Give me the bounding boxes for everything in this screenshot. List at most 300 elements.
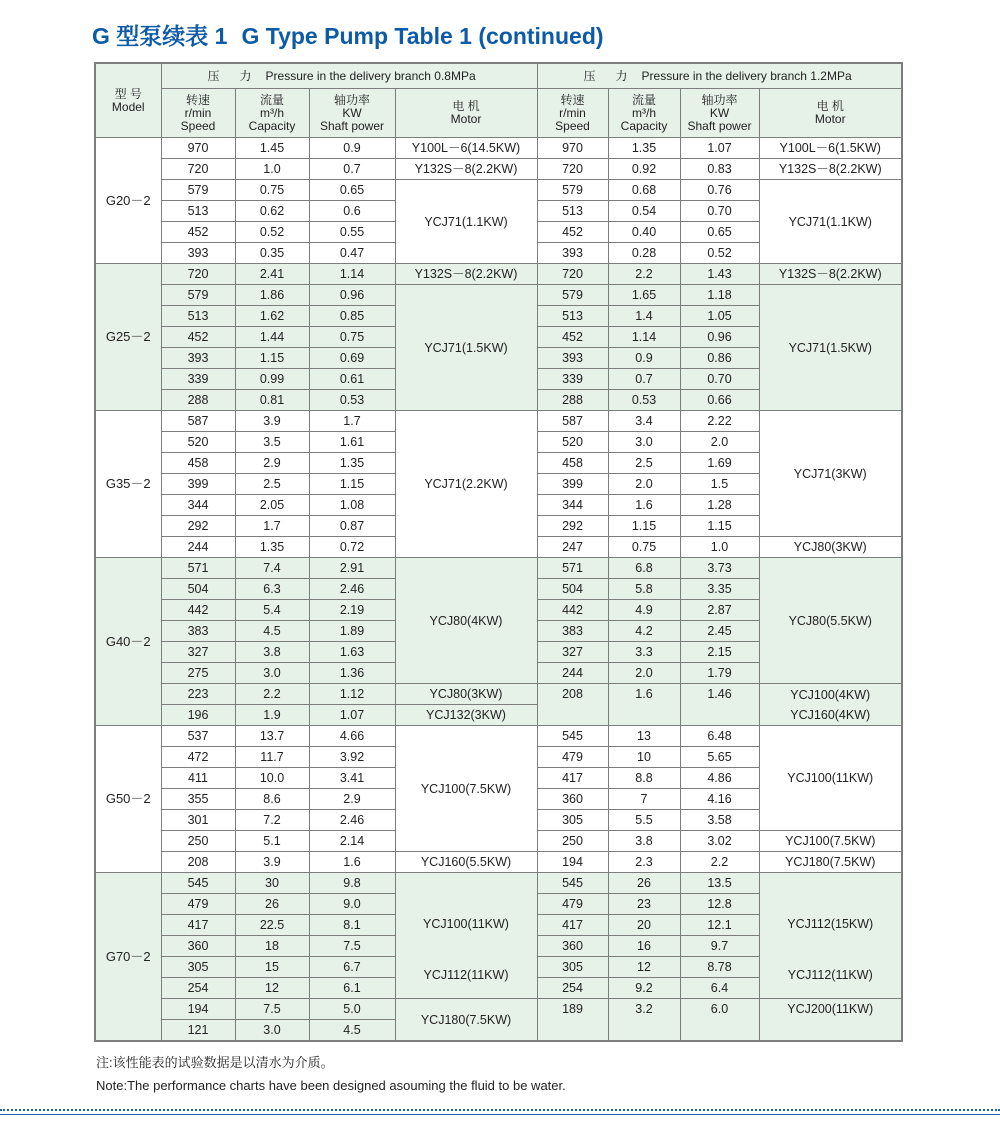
capacity-cell: 3.0 bbox=[235, 663, 309, 684]
speed-cell: 399 bbox=[537, 474, 608, 495]
motor-line: YCJ112(11KW) bbox=[423, 967, 509, 982]
motor-cell: YCJ200(11KW) bbox=[759, 999, 902, 1042]
power-cell: 2.22 bbox=[680, 411, 759, 432]
capacity-cell: 1.35 bbox=[608, 138, 680, 159]
speed-cell: 208 bbox=[161, 852, 235, 873]
power-cell: 0.65 bbox=[309, 180, 395, 201]
header-motor: 电 机 Motor bbox=[759, 89, 902, 138]
speed-cell: 513 bbox=[161, 201, 235, 222]
capacity-cell: 0.92 bbox=[608, 159, 680, 180]
speed-cell: 720 bbox=[161, 264, 235, 285]
header-shaft-power: 轴功率 KW Shaft power bbox=[680, 89, 759, 138]
capacity-cell: 2.0 bbox=[608, 663, 680, 684]
speed-cell: 360 bbox=[537, 789, 608, 810]
speed-cell: 292 bbox=[537, 516, 608, 537]
capacity-cell: 3.5 bbox=[235, 432, 309, 453]
speed-cell: 393 bbox=[161, 243, 235, 264]
speed-cell: 292 bbox=[161, 516, 235, 537]
speed-cell: 194 bbox=[537, 852, 608, 873]
power-cell: 1.18 bbox=[680, 285, 759, 306]
power-cell: 13.5 bbox=[680, 873, 759, 894]
speed-cell: 344 bbox=[537, 495, 608, 516]
speed-cell: 513 bbox=[537, 306, 608, 327]
power-cell: 3.73 bbox=[680, 558, 759, 579]
motor-cell: YCJ132(3KW) bbox=[395, 705, 537, 726]
speed-cell: 545 bbox=[161, 873, 235, 894]
speed-cell: 305 bbox=[161, 957, 235, 978]
motor-cell: YCJ100(7.5KW) bbox=[759, 831, 902, 852]
table-row bbox=[95, 285, 902, 306]
power-cell: 0.61 bbox=[309, 369, 395, 390]
speed-cell: 301 bbox=[161, 810, 235, 831]
capacity-cell: 22.5 bbox=[235, 915, 309, 936]
power-cell: 1.07 bbox=[309, 705, 395, 726]
model-cell: G20－2 bbox=[95, 138, 161, 264]
group-g35-2 bbox=[95, 411, 902, 558]
capacity-cell: 26 bbox=[235, 894, 309, 915]
capacity-cell: 3.3 bbox=[608, 642, 680, 663]
note-chinese: 注:该性能表的试验数据是以清水为介质。 bbox=[96, 1055, 334, 1070]
capacity-cell: 1.62 bbox=[235, 306, 309, 327]
speed-cell: 417 bbox=[161, 915, 235, 936]
speed-cell: 417 bbox=[537, 768, 608, 789]
capacity-cell: 1.7 bbox=[235, 516, 309, 537]
power-cell: 1.08 bbox=[309, 495, 395, 516]
power-cell: 2.46 bbox=[309, 579, 395, 600]
group-g70-2 bbox=[95, 873, 902, 1042]
motor-cell bbox=[759, 873, 902, 999]
power-cell: 6.4 bbox=[680, 978, 759, 999]
power-cell: 0.9 bbox=[309, 138, 395, 159]
model-cell: G35－2 bbox=[95, 411, 161, 558]
table-row bbox=[95, 159, 902, 180]
speed-cell: 327 bbox=[161, 642, 235, 663]
motor-cell: YCJ100(11KW) bbox=[759, 726, 902, 831]
speed-cell: 339 bbox=[161, 369, 235, 390]
motor-cell: YCJ160(5.5KW) bbox=[395, 852, 537, 873]
table-row bbox=[95, 264, 902, 285]
pump-performance-table bbox=[94, 62, 903, 1042]
capacity-cell: 2.5 bbox=[608, 453, 680, 474]
speed-cell: 452 bbox=[537, 327, 608, 348]
motor-cell: YCJ71(2.2KW) bbox=[395, 411, 537, 558]
capacity-cell: 16 bbox=[608, 936, 680, 957]
motor-cell: YCJ100(7.5KW) bbox=[395, 726, 537, 852]
table-row bbox=[95, 138, 902, 159]
power-cell: 1.6 bbox=[309, 852, 395, 873]
capacity-cell: 0.35 bbox=[235, 243, 309, 264]
capacity-cell: 1.35 bbox=[235, 537, 309, 558]
capacity-cell: 7.5 bbox=[235, 999, 309, 1020]
speed-cell: 452 bbox=[161, 222, 235, 243]
capacity-cell: 5.1 bbox=[235, 831, 309, 852]
capacity-cell: 8.8 bbox=[608, 768, 680, 789]
model-cell: G40－2 bbox=[95, 558, 161, 726]
motor-cell: Y100L－6(1.5KW) bbox=[759, 138, 902, 159]
motor-cell: YCJ180(7.5KW) bbox=[759, 852, 902, 873]
speed-cell: 250 bbox=[161, 831, 235, 852]
speed-cell: 121 bbox=[161, 1020, 235, 1042]
power-cell: 0.53 bbox=[309, 390, 395, 411]
speed-cell: 579 bbox=[537, 180, 608, 201]
power-cell: 0.65 bbox=[680, 222, 759, 243]
power-cell: 0.6 bbox=[309, 201, 395, 222]
power-cell: 1.46 bbox=[680, 684, 759, 726]
capacity-cell: 0.52 bbox=[235, 222, 309, 243]
capacity-cell: 2.05 bbox=[235, 495, 309, 516]
speed-cell: 223 bbox=[161, 684, 235, 705]
header-pressure-08: 压 力 Pressure in the delivery branch 0.8MPa bbox=[161, 63, 537, 89]
power-cell: 1.35 bbox=[309, 453, 395, 474]
capacity-cell: 2.0 bbox=[608, 474, 680, 495]
power-cell: 2.14 bbox=[309, 831, 395, 852]
capacity-cell: 13 bbox=[608, 726, 680, 747]
capacity-cell: 2.41 bbox=[235, 264, 309, 285]
power-cell: 0.7 bbox=[309, 159, 395, 180]
speed-cell: 393 bbox=[161, 348, 235, 369]
capacity-cell: 10 bbox=[608, 747, 680, 768]
capacity-cell: 10.0 bbox=[235, 768, 309, 789]
power-cell: 2.9 bbox=[309, 789, 395, 810]
capacity-cell: 0.54 bbox=[608, 201, 680, 222]
motor-cell: YCJ71(1.1KW) bbox=[395, 180, 537, 264]
power-cell: 7.5 bbox=[309, 936, 395, 957]
speed-cell: 288 bbox=[537, 390, 608, 411]
capacity-cell: 0.62 bbox=[235, 201, 309, 222]
header-pressure-12: 压 力 Pressure in the delivery branch 1.2MPa bbox=[537, 63, 902, 89]
capacity-cell: 0.75 bbox=[608, 537, 680, 558]
capacity-cell: 4.9 bbox=[608, 600, 680, 621]
power-cell: 9.0 bbox=[309, 894, 395, 915]
power-cell: 0.70 bbox=[680, 369, 759, 390]
speed-cell: 360 bbox=[537, 936, 608, 957]
table-row bbox=[95, 180, 902, 201]
capacity-cell: 3.4 bbox=[608, 411, 680, 432]
capacity-cell: 20 bbox=[608, 915, 680, 936]
power-cell: 9.8 bbox=[309, 873, 395, 894]
motor-cell: YCJ71(1.1KW) bbox=[759, 180, 902, 264]
power-cell: 1.5 bbox=[680, 474, 759, 495]
speed-cell: 355 bbox=[161, 789, 235, 810]
power-cell: 0.66 bbox=[680, 390, 759, 411]
power-cell: 6.7 bbox=[309, 957, 395, 978]
speed-cell: 452 bbox=[161, 327, 235, 348]
speed-cell: 579 bbox=[537, 285, 608, 306]
capacity-cell: 9.2 bbox=[608, 978, 680, 999]
capacity-cell: 1.6 bbox=[608, 684, 680, 726]
capacity-cell: 15 bbox=[235, 957, 309, 978]
power-cell: 0.55 bbox=[309, 222, 395, 243]
speed-cell: 288 bbox=[161, 390, 235, 411]
power-cell: 0.85 bbox=[309, 306, 395, 327]
speed-cell: 360 bbox=[161, 936, 235, 957]
header-speed: 转速 r/min Speed bbox=[537, 89, 608, 138]
motor-cell: YCJ180(7.5KW) bbox=[395, 999, 537, 1042]
power-cell: 4.16 bbox=[680, 789, 759, 810]
speed-cell: 383 bbox=[161, 621, 235, 642]
speed-cell: 417 bbox=[537, 915, 608, 936]
capacity-cell: 3.8 bbox=[608, 831, 680, 852]
capacity-cell: 30 bbox=[235, 873, 309, 894]
speed-cell: 479 bbox=[537, 894, 608, 915]
power-cell: 0.96 bbox=[309, 285, 395, 306]
speed-cell: 587 bbox=[537, 411, 608, 432]
speed-cell: 393 bbox=[537, 243, 608, 264]
speed-cell: 327 bbox=[537, 642, 608, 663]
capacity-cell: 3.9 bbox=[235, 411, 309, 432]
power-cell: 1.69 bbox=[680, 453, 759, 474]
power-cell: 6.0 bbox=[680, 999, 759, 1042]
motor-cell: YCJ80(3KW) bbox=[395, 684, 537, 705]
capacity-cell: 3.0 bbox=[608, 432, 680, 453]
power-cell: 0.72 bbox=[309, 537, 395, 558]
speed-cell: 208 bbox=[537, 684, 608, 726]
capacity-cell: 0.75 bbox=[235, 180, 309, 201]
motor-cell: YCJ71(1.5KW) bbox=[759, 285, 902, 411]
power-cell: 0.86 bbox=[680, 348, 759, 369]
speed-cell: 472 bbox=[161, 747, 235, 768]
capacity-cell: 12 bbox=[235, 978, 309, 999]
speed-cell: 194 bbox=[161, 999, 235, 1020]
capacity-cell: 23 bbox=[608, 894, 680, 915]
capacity-cell: 4.5 bbox=[235, 621, 309, 642]
capacity-cell: 7.4 bbox=[235, 558, 309, 579]
header-capacity: 流量 m³/h Capacity bbox=[608, 89, 680, 138]
capacity-cell: 1.65 bbox=[608, 285, 680, 306]
model-cell: G50－2 bbox=[95, 726, 161, 873]
capacity-cell: 2.2 bbox=[608, 264, 680, 285]
power-cell: 3.92 bbox=[309, 747, 395, 768]
speed-cell: 244 bbox=[161, 537, 235, 558]
capacity-cell: 1.9 bbox=[235, 705, 309, 726]
speed-cell: 537 bbox=[161, 726, 235, 747]
capacity-cell: 7 bbox=[608, 789, 680, 810]
power-cell: 2.19 bbox=[309, 600, 395, 621]
power-cell: 0.69 bbox=[309, 348, 395, 369]
capacity-cell: 3.2 bbox=[608, 999, 680, 1042]
capacity-cell: 6.3 bbox=[235, 579, 309, 600]
power-cell: 9.7 bbox=[680, 936, 759, 957]
capacity-cell: 1.45 bbox=[235, 138, 309, 159]
speed-cell: 399 bbox=[161, 474, 235, 495]
capacity-cell: 5.5 bbox=[608, 810, 680, 831]
capacity-cell: 0.7 bbox=[608, 369, 680, 390]
power-cell: 12.1 bbox=[680, 915, 759, 936]
motor-cell: Y132S－8(2.2KW) bbox=[395, 159, 537, 180]
table-row bbox=[95, 999, 902, 1020]
group-g20-2 bbox=[95, 138, 902, 264]
header-shaft-power: 轴功率 KW Shaft power bbox=[309, 89, 395, 138]
power-cell: 1.43 bbox=[680, 264, 759, 285]
speed-cell: 305 bbox=[537, 810, 608, 831]
speed-cell: 720 bbox=[537, 264, 608, 285]
power-cell: 4.86 bbox=[680, 768, 759, 789]
speed-cell: 383 bbox=[537, 621, 608, 642]
speed-cell: 479 bbox=[537, 747, 608, 768]
capacity-cell: 8.6 bbox=[235, 789, 309, 810]
header-capacity: 流量 m³/h Capacity bbox=[235, 89, 309, 138]
header-speed: 转速 r/min Speed bbox=[161, 89, 235, 138]
speed-cell: 571 bbox=[161, 558, 235, 579]
motor-cell: YCJ71(1.5KW) bbox=[395, 285, 537, 411]
speed-cell: 720 bbox=[537, 159, 608, 180]
footer-divider bbox=[0, 1109, 1000, 1115]
motor-cell: Y132S－8(2.2KW) bbox=[395, 264, 537, 285]
power-cell: 1.0 bbox=[680, 537, 759, 558]
capacity-cell: 4.2 bbox=[608, 621, 680, 642]
speed-cell: 587 bbox=[161, 411, 235, 432]
motor-line: YCJ100(4KW) bbox=[790, 687, 871, 702]
capacity-cell: 12 bbox=[608, 957, 680, 978]
speed-cell: 196 bbox=[161, 705, 235, 726]
power-cell: 0.47 bbox=[309, 243, 395, 264]
power-cell: 6.1 bbox=[309, 978, 395, 999]
power-cell: 1.63 bbox=[309, 642, 395, 663]
speed-cell: 393 bbox=[537, 348, 608, 369]
motor-cell bbox=[395, 873, 537, 999]
motor-cell: YCJ80(5.5KW) bbox=[759, 558, 902, 684]
capacity-cell: 0.28 bbox=[608, 243, 680, 264]
power-cell: 0.76 bbox=[680, 180, 759, 201]
speed-cell: 479 bbox=[161, 894, 235, 915]
power-cell: 4.5 bbox=[309, 1020, 395, 1042]
header-row-columns bbox=[95, 89, 902, 138]
capacity-cell: 3.9 bbox=[235, 852, 309, 873]
capacity-cell: 1.15 bbox=[235, 348, 309, 369]
motor-line: YCJ100(11KW) bbox=[423, 916, 509, 931]
capacity-cell: 2.3 bbox=[608, 852, 680, 873]
speed-cell: 458 bbox=[537, 453, 608, 474]
speed-cell: 504 bbox=[161, 579, 235, 600]
motor-line: YCJ112(11KW) bbox=[787, 967, 873, 982]
capacity-cell: 0.68 bbox=[608, 180, 680, 201]
power-cell: 2.45 bbox=[680, 621, 759, 642]
speed-cell: 244 bbox=[537, 663, 608, 684]
table-row bbox=[95, 873, 902, 894]
group-g40-2 bbox=[95, 558, 902, 726]
motor-cell: YCJ71(3KW) bbox=[759, 411, 902, 537]
power-cell: 3.41 bbox=[309, 768, 395, 789]
motor-line: YCJ112(15KW) bbox=[787, 916, 874, 931]
motor-cell: Y132S－8(2.2KW) bbox=[759, 159, 902, 180]
speed-cell: 254 bbox=[537, 978, 608, 999]
page-title bbox=[92, 20, 604, 52]
table-row bbox=[95, 852, 902, 873]
speed-cell: 247 bbox=[537, 537, 608, 558]
power-cell: 3.58 bbox=[680, 810, 759, 831]
capacity-cell: 1.0 bbox=[235, 159, 309, 180]
group-g50-2 bbox=[95, 726, 902, 873]
speed-cell: 520 bbox=[161, 432, 235, 453]
power-cell: 3.02 bbox=[680, 831, 759, 852]
speed-cell: 344 bbox=[161, 495, 235, 516]
speed-cell: 452 bbox=[537, 222, 608, 243]
capacity-cell: 3.8 bbox=[235, 642, 309, 663]
capacity-cell: 18 bbox=[235, 936, 309, 957]
header-row-pressure bbox=[95, 63, 902, 89]
table-row bbox=[95, 684, 902, 705]
speed-cell: 305 bbox=[537, 957, 608, 978]
power-cell: 0.70 bbox=[680, 201, 759, 222]
power-cell: 0.87 bbox=[309, 516, 395, 537]
speed-cell: 442 bbox=[161, 600, 235, 621]
note-english: Note:The performance charts have been designed asouming the fluid to be water. bbox=[96, 1078, 566, 1093]
power-cell: 1.07 bbox=[680, 138, 759, 159]
speed-cell: 513 bbox=[161, 306, 235, 327]
capacity-cell: 1.86 bbox=[235, 285, 309, 306]
speed-cell: 513 bbox=[537, 201, 608, 222]
power-cell: 12.8 bbox=[680, 894, 759, 915]
capacity-cell: 5.8 bbox=[608, 579, 680, 600]
power-cell: 8.78 bbox=[680, 957, 759, 978]
capacity-cell: 0.53 bbox=[608, 390, 680, 411]
header-motor: 电 机 Motor bbox=[395, 89, 537, 138]
capacity-cell: 1.4 bbox=[608, 306, 680, 327]
speed-cell: 545 bbox=[537, 726, 608, 747]
power-cell: 8.1 bbox=[309, 915, 395, 936]
power-cell: 2.0 bbox=[680, 432, 759, 453]
header-model: 型 号 Model bbox=[95, 63, 161, 138]
power-cell: 1.05 bbox=[680, 306, 759, 327]
power-cell: 1.15 bbox=[680, 516, 759, 537]
motor-cell: YCJ80(4KW) bbox=[395, 558, 537, 684]
capacity-cell: 1.44 bbox=[235, 327, 309, 348]
speed-cell: 189 bbox=[537, 999, 608, 1042]
power-cell: 1.28 bbox=[680, 495, 759, 516]
power-cell: 1.79 bbox=[680, 663, 759, 684]
motor-cell bbox=[759, 684, 902, 726]
capacity-cell: 2.5 bbox=[235, 474, 309, 495]
speed-cell: 458 bbox=[161, 453, 235, 474]
speed-cell: 275 bbox=[161, 663, 235, 684]
capacity-cell: 2.2 bbox=[235, 684, 309, 705]
capacity-cell: 6.8 bbox=[608, 558, 680, 579]
capacity-cell: 0.9 bbox=[608, 348, 680, 369]
power-cell: 3.35 bbox=[680, 579, 759, 600]
power-cell: 0.96 bbox=[680, 327, 759, 348]
speed-cell: 970 bbox=[161, 138, 235, 159]
table-row bbox=[95, 726, 902, 747]
speed-cell: 504 bbox=[537, 579, 608, 600]
power-cell: 2.2 bbox=[680, 852, 759, 873]
capacity-cell: 0.99 bbox=[235, 369, 309, 390]
power-cell: 1.7 bbox=[309, 411, 395, 432]
power-cell: 2.87 bbox=[680, 600, 759, 621]
speed-cell: 254 bbox=[161, 978, 235, 999]
speed-cell: 579 bbox=[161, 285, 235, 306]
capacity-cell: 0.40 bbox=[608, 222, 680, 243]
power-cell: 1.89 bbox=[309, 621, 395, 642]
power-cell: 2.91 bbox=[309, 558, 395, 579]
group-g25-2 bbox=[95, 264, 902, 411]
capacity-cell: 1.15 bbox=[608, 516, 680, 537]
speed-cell: 579 bbox=[161, 180, 235, 201]
capacity-cell: 2.9 bbox=[235, 453, 309, 474]
power-cell: 1.61 bbox=[309, 432, 395, 453]
power-cell: 0.83 bbox=[680, 159, 759, 180]
capacity-cell: 7.2 bbox=[235, 810, 309, 831]
power-cell: 0.52 bbox=[680, 243, 759, 264]
speed-cell: 520 bbox=[537, 432, 608, 453]
motor-cell: Y132S－8(2.2KW) bbox=[759, 264, 902, 285]
speed-cell: 545 bbox=[537, 873, 608, 894]
power-cell: 2.15 bbox=[680, 642, 759, 663]
power-cell: 4.66 bbox=[309, 726, 395, 747]
capacity-cell: 1.14 bbox=[608, 327, 680, 348]
speed-cell: 720 bbox=[161, 159, 235, 180]
power-cell: 1.14 bbox=[309, 264, 395, 285]
capacity-cell: 3.0 bbox=[235, 1020, 309, 1042]
